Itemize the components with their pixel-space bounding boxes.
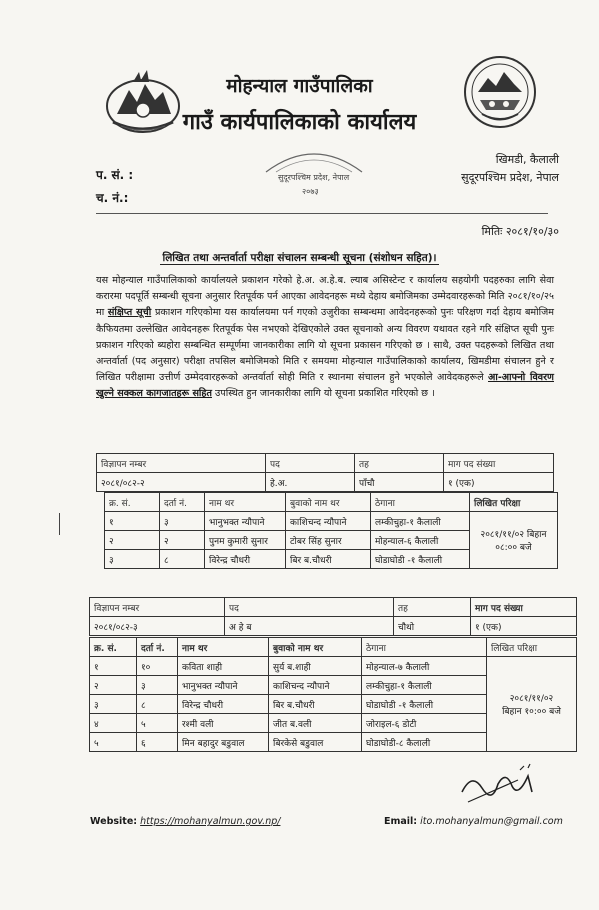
cell-address: घोडाघोडी -१ कैलाली (362, 695, 487, 714)
cell-address: लम्कीचुहा-१ कैलाली (362, 676, 487, 695)
cell-serial: ३ (90, 695, 137, 714)
cell-address: घोडाघोडी-८ कैलाली (362, 733, 487, 752)
cell-serial: २ (105, 531, 160, 550)
table-row (90, 657, 577, 676)
address-line-2: सुदूरपश्चिम प्रदेश, नेपाल (461, 171, 559, 184)
cell-serial: ५ (90, 733, 137, 752)
cell-father-name: बिर ब.चौधरी (269, 695, 362, 714)
body-text-2: प्रकाशन गरिएकोमा यस कार्यालयमा पर्न गएको उजुरीका सम्बन्धमा आवेदनहरूको पुनः परिक्षण गर्दा देहाय बमोजिम कैफियतमा उल्लेखित आवेदनहरू रितपूर्वक पेस नभएको देखिएकोले उक्त सूचनाको अन्य विवरण यथावत रहने गरि संक्षिप्त सूची पुनः प्रकाशन गरिएको ब्यहोरा सम्बन्धित सम्पूर्णमा जानकारीका लागि यो सूचना प्रकासन गरिएको छ । साथै, उक्त पदहरूको लिखित तथा अन्तर्वार्ता (पद अनुसार) परीक्षा तपसिल बमोजिमको मिति र समयमा मोहन्याल गाउँपालिकाको कार्यालय, खिमडीमा संचालन हुने र लिखित परीक्षामा उत्तीर्ण उम्मेदवारहरूको अन्तर्वार्ता सोही मिति र स्थानमा संचालन हुने भएकोले आवेदकहरूले (96, 307, 554, 384)
cell-name: रश्मी वली (178, 714, 269, 733)
table1-col-header: दर्ता नं. (160, 493, 205, 512)
table2-col-header: लिखित परिक्षा (487, 638, 577, 657)
body-emphasis-2: आ-आफ्नो विवरण खुल्ने सक्कल कागजातहरू सहित (96, 372, 554, 400)
table2-ad-number: २०८१/०८२-३ (90, 617, 225, 636)
exam-date: २०८१/११/०२ बिहान (480, 530, 547, 540)
table2-candidates (89, 637, 577, 752)
cell-name: भानुभक्त न्यौपाने (205, 512, 286, 531)
table2-col-header: क्र. सं. (90, 638, 137, 657)
cell-father-name: टोबर सिंह सुनार (286, 531, 371, 550)
table2-col-header: नाम थर (178, 638, 269, 657)
office-seal-stamp (258, 142, 370, 204)
table2-col-header: दर्ता नं. (137, 638, 178, 657)
table-row (105, 512, 558, 531)
table1-exam-schedule (470, 512, 558, 569)
exam-time: बिहान १०:०० बजे (502, 707, 561, 717)
table1-candidates (104, 492, 558, 569)
table2-info-header: तह (394, 598, 471, 617)
cell-father-name: काशिचन्द न्यौपाने (269, 676, 362, 695)
body-emphasis-1: संक्षिप्त सूची (107, 307, 152, 319)
table1-col-header: क्र. सं. (105, 493, 160, 512)
cell-address: घोडाघोडी -१ कैलाली (371, 550, 470, 569)
municipality-name: मोहन्याल गाउँपालिका (226, 75, 373, 97)
table1-post: हे.अ. (266, 473, 355, 492)
table2-col-header: बुवाको नाम थर (269, 638, 362, 657)
table2-info (89, 597, 577, 636)
notice-subject-text: लिखित तथा अन्तर्वार्ता परीक्षा संचालन सम्बन्धी सूचना (संशोधन सहित)। (162, 252, 437, 264)
table1-info-header: पद (266, 454, 355, 473)
table2-info-header: विज्ञापन नम्बर (90, 598, 225, 617)
email-label: Email: (384, 816, 418, 827)
header-divider (96, 213, 548, 214)
official-signature (458, 762, 548, 808)
cell-address: लम्कीचुहा-१ कैलाली (371, 512, 470, 531)
table1-col-header: नाम थर (205, 493, 286, 512)
table1-level: पाँचौ (355, 473, 444, 492)
cell-serial: ३ (105, 550, 160, 569)
cell-reg-no: ३ (160, 512, 205, 531)
table2-info-header: माग पद संख्या (471, 598, 577, 617)
cell-reg-no: ५ (137, 714, 178, 733)
cell-reg-no: २ (160, 531, 205, 550)
cell-father-name: सुर्य ब.शाही (269, 657, 362, 676)
cell-serial: २ (90, 676, 137, 695)
table2-info-header: पद (225, 598, 394, 617)
body-text-1: यस मोहन्याल गाउँपालिकाको कार्यालयले प्रकाशन गरेको हे.अ. अ.हे.ब. ल्याब असिस्टेन्ट र कार्यालय सहयोगी पदहरुका लागि सेवा करारमा पदपूर्ति सम्बन्धी सूचना अनुसार रितपूर्वक पर्न आएका आवेदनहरू मध्ये देहाय बमोजिमका उम्मेदवारहरूको मिति २०८१/१०/२५ मा (96, 275, 554, 319)
notice-date: मितिः २०८१/१०/३० (481, 225, 559, 238)
footer-email (384, 816, 563, 827)
cell-address: मोहन्याल-६ कैलाली (371, 531, 470, 550)
cell-address: जोराइल-६ डोटी (362, 714, 487, 733)
cell-father-name: बिरकेसे बडुवाल (269, 733, 362, 752)
cell-name: मिन बहादुर बडुवाल (178, 733, 269, 752)
footer-website (90, 816, 280, 827)
cell-name: विरेन्द्र चौधरी (205, 550, 286, 569)
table1-info-header: तह (355, 454, 444, 473)
table1-col-header: लिखित परिक्षा (470, 493, 558, 512)
stamp-year: २०७३ (302, 187, 319, 196)
website-link[interactable]: https://mohanyalmun.gov.np/ (140, 816, 281, 827)
cell-reg-no: ८ (160, 550, 205, 569)
table1-col-header: बुवाको नाम थर (286, 493, 371, 512)
cell-serial: ४ (90, 714, 137, 733)
exam-time: ०८:०० बजे (495, 543, 532, 553)
table2-level: चौथो (394, 617, 471, 636)
cell-address: मोहन्याल-७ कैलाली (362, 657, 487, 676)
notice-body (96, 273, 554, 403)
stamp-province-text: सुदूरपश्चिम प्रदेश, नेपाल (278, 173, 350, 182)
email-address[interactable]: ito.mohanyalmun@gmail.com (420, 816, 563, 827)
dispatch-number-label: च. नं.: (96, 191, 129, 205)
office-name: गाउँ कार्यपालिकाको कार्यालय (182, 110, 417, 135)
table1-info-header: विज्ञापन नम्बर (97, 454, 266, 473)
table2-seats: १ (एक) (471, 617, 577, 636)
notice-subject (0, 251, 599, 265)
cell-reg-no: ८ (137, 695, 178, 714)
website-label: Website: (90, 816, 138, 827)
reference-number-label: प. सं. : (96, 168, 134, 182)
table1-info-header: माग पद संख्या (444, 454, 554, 473)
cell-father-name: काशिचन्द न्यौपाने (286, 512, 371, 531)
cell-father-name: जीत ब.वली (269, 714, 362, 733)
cell-reg-no: १० (137, 657, 178, 676)
table2-exam-schedule (487, 657, 577, 752)
table2-col-header: ठेगाना (362, 638, 487, 657)
cell-name: विरेन्द्र चौधरी (178, 695, 269, 714)
table1-ad-number: २०८१/०८२-२ (97, 473, 266, 492)
exam-date: २०८१/११/०२ (509, 694, 554, 704)
cell-reg-no: ६ (137, 733, 178, 752)
table2-post: अ हे ब (225, 617, 394, 636)
cell-reg-no: ३ (137, 676, 178, 695)
address-line-1: खिमडी, कैलाली (495, 153, 559, 166)
cell-name: पुनम कुमारी सुनार (205, 531, 286, 550)
table1-info (96, 453, 554, 492)
cell-name: कविता शाही (178, 657, 269, 676)
body-text-3: उपस्थित हुन जानकारीका लागि यो सूचना प्रकाशित गरिएको छ । (211, 388, 435, 400)
table1-col-header: ठेगाना (371, 493, 470, 512)
cell-father-name: बिर ब.चौधरी (286, 550, 371, 569)
table1-seats: १ (एक) (444, 473, 554, 492)
cell-name: भानुभक्त न्यौपाने (178, 676, 269, 695)
margin-mark (59, 513, 60, 535)
cell-serial: १ (105, 512, 160, 531)
cell-serial: १ (90, 657, 137, 676)
